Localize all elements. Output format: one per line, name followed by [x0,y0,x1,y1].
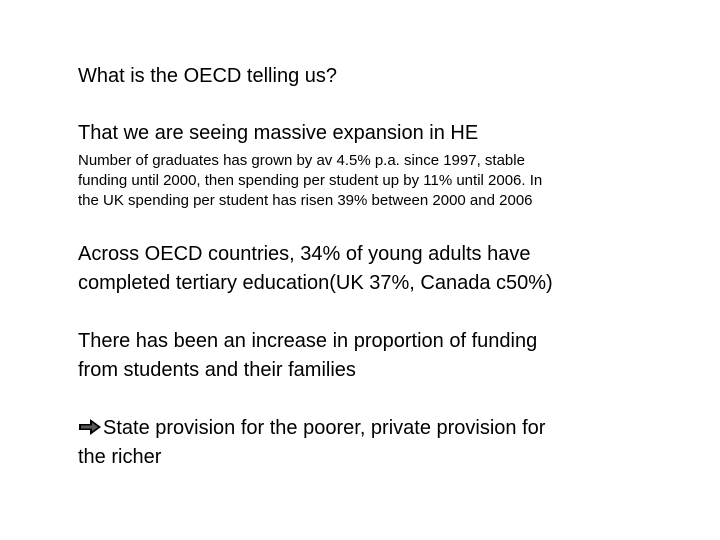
paragraph-line: Across OECD countries, 34% of young adults have [78,243,531,265]
paragraph-line: There has been an increase in proportion of funding [78,330,538,352]
paragraph-line: the richer [78,446,162,468]
detail-line: Number of graduates has grown by av 4.5% p.a. since 1997, stable [78,152,525,169]
conclusion-paragraph [78,414,545,472]
detail-line: the UK spending per student has risen 39% between 2000 and 2006 [78,192,533,209]
slide-heading: That we are seeing massive expansion in HE [78,122,479,144]
tertiary-education-paragraph [78,240,553,298]
right-arrow-icon [78,418,102,436]
slide-title: What is the OECD telling us? [78,65,337,87]
paragraph-line: from students and their families [78,359,356,381]
detail-paragraph [78,151,658,211]
conclusion-text: State provision for the poorer, private provision for [103,417,546,439]
paragraph-line [78,414,545,443]
funding-paragraph [78,327,537,385]
detail-line: funding until 2000, then spending per student up by 11% until 2006. In [78,172,543,189]
paragraph-line: completed tertiary education(UK 37%, Canada c50%) [78,272,553,294]
